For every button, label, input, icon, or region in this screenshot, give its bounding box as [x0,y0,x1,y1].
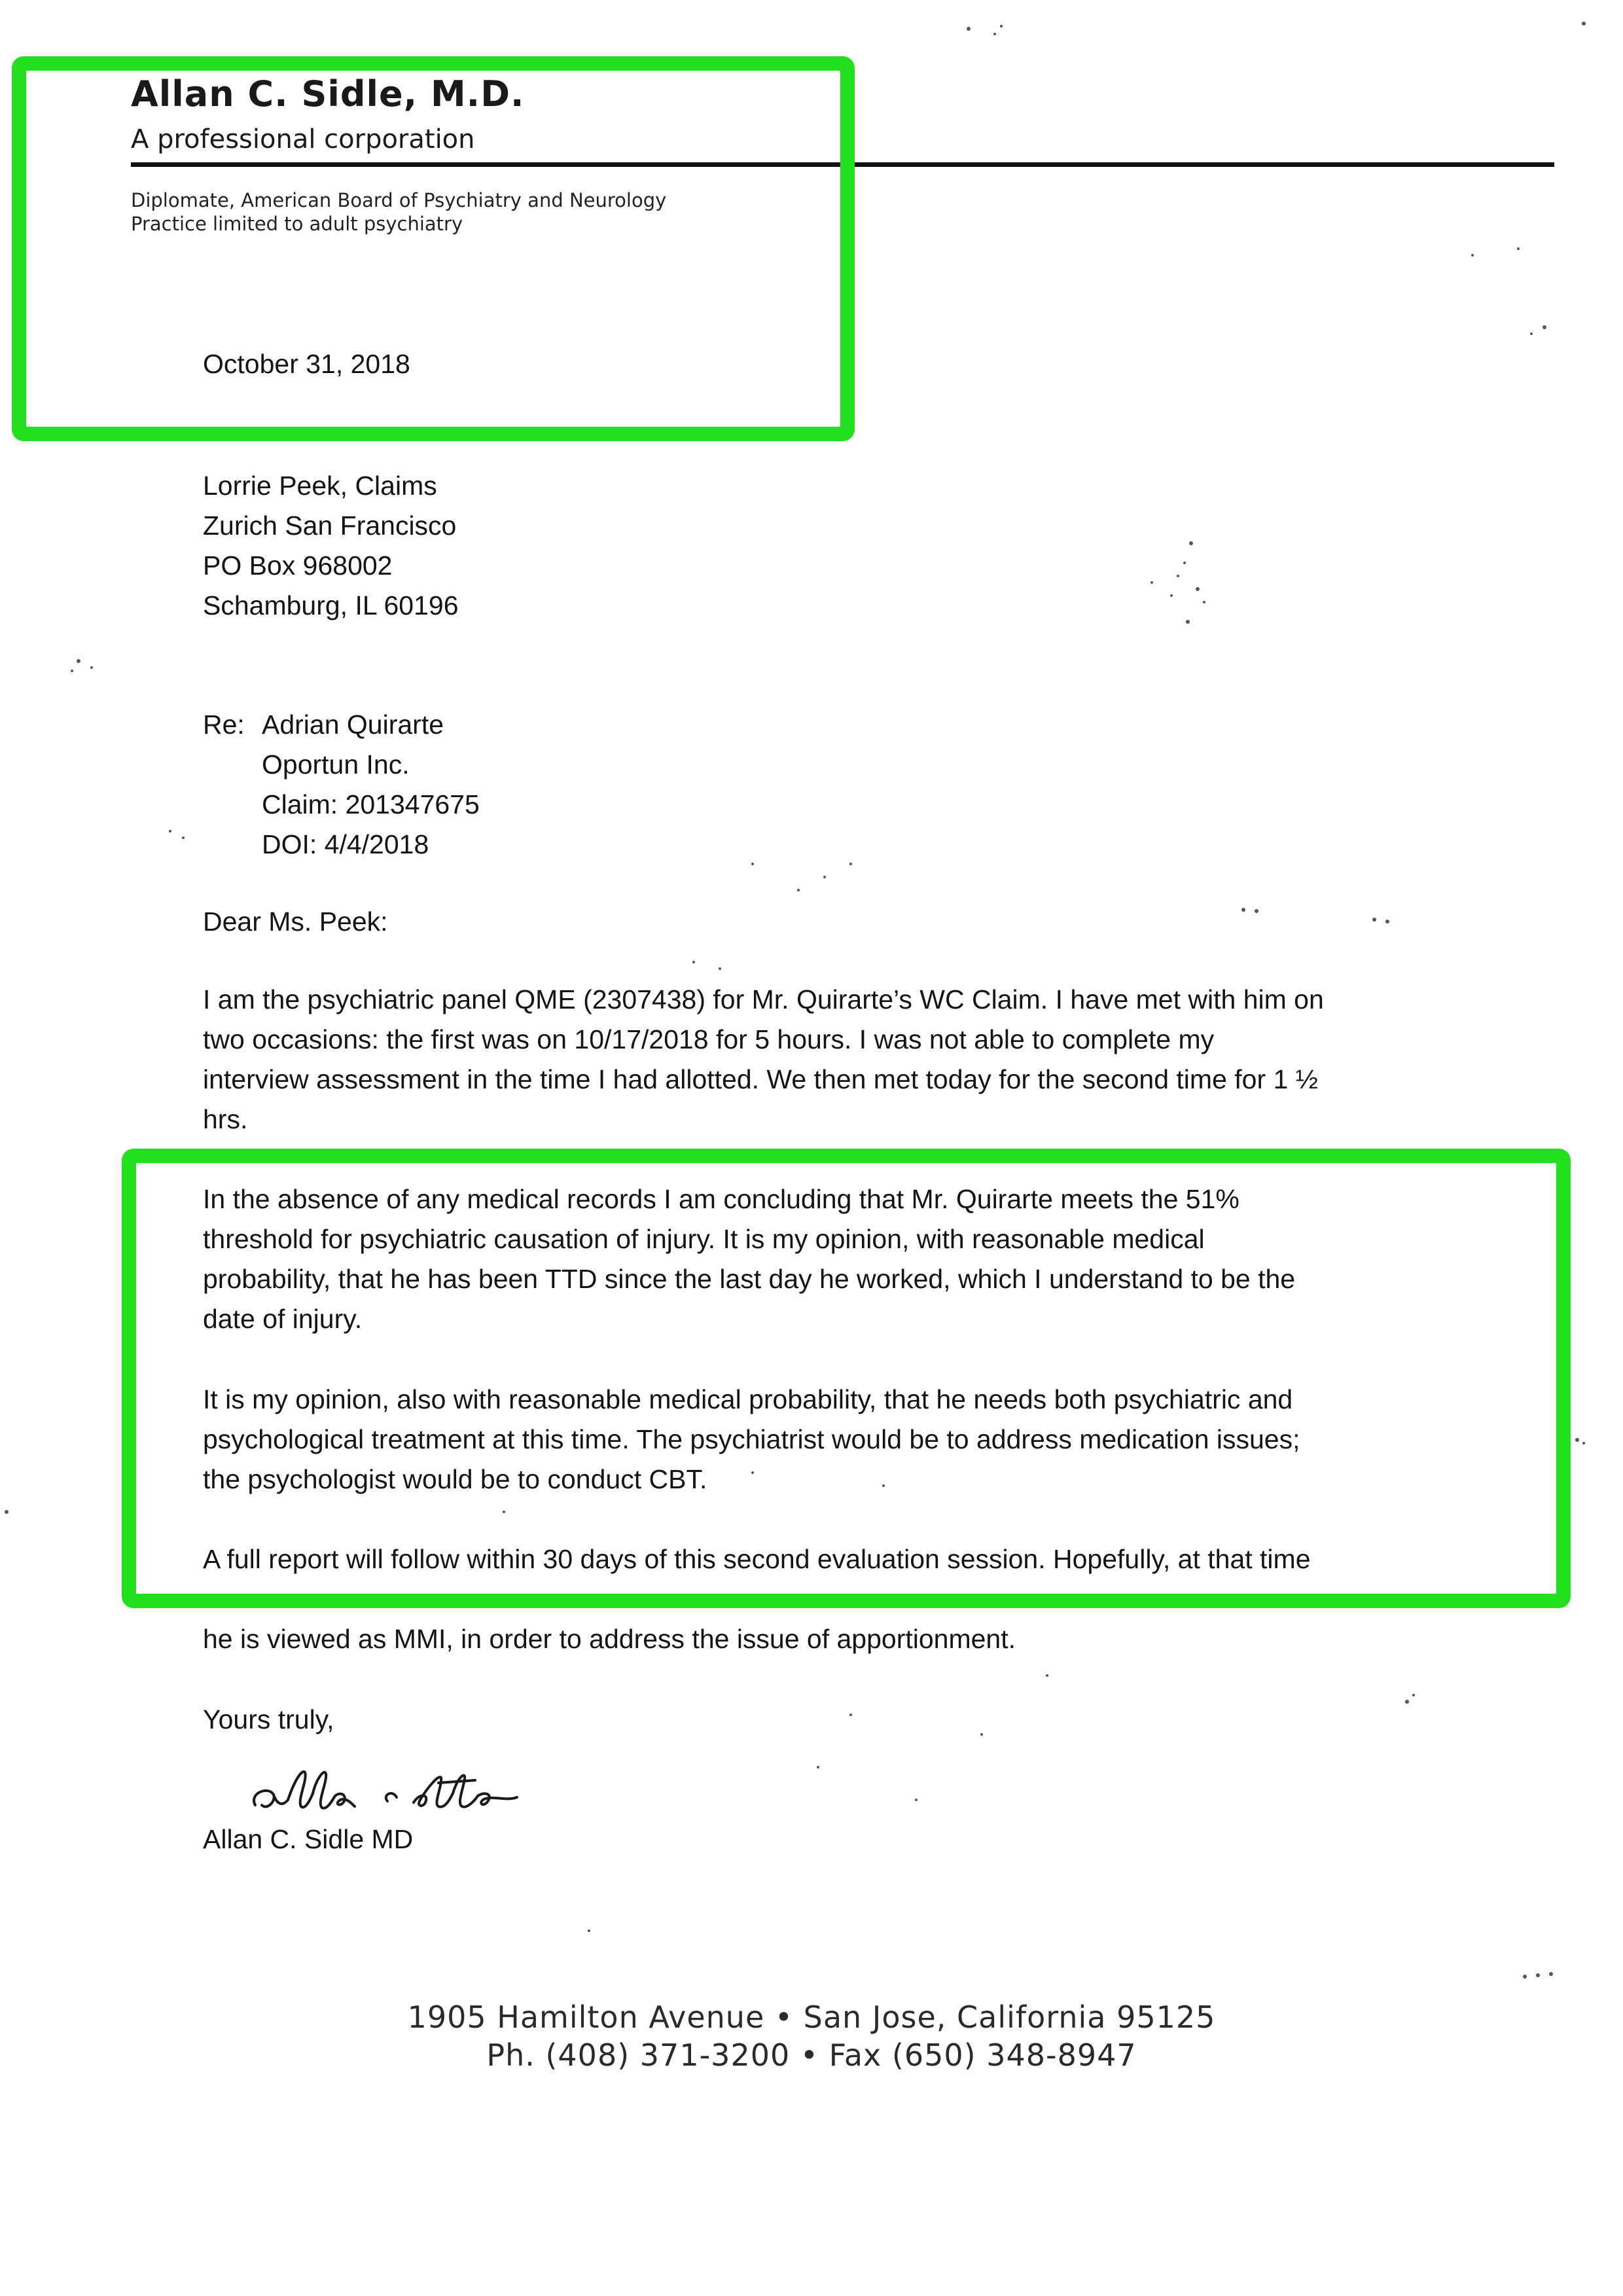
re-label: Re: [203,709,245,740]
paragraph-line: In the absence of any medical records I am concluding that Mr. Quirarte meets the 51% [203,1184,1240,1214]
paragraph-line: It is my opinion, also with reasonable medical probability, that he needs both psychiatric and [203,1384,1293,1414]
recipient-address [203,466,459,626]
salutation: Dear Ms. Peek: [203,906,388,937]
re-details [262,705,480,865]
paragraph-1 [203,980,1324,1139]
re-patient-name: Adrian Quirarte [262,709,444,740]
paragraph-4-line-2: he is viewed as MMI, in order to address the issue of apportionment. [203,1624,1016,1654]
highlight-box-findings [122,1149,1571,1608]
recipient-line: Zurich San Francisco [203,511,457,541]
recipient-line: PO Box 968002 [203,550,393,581]
closing: Yours truly, [203,1704,334,1734]
footer-phone-fax: Ph. (408) 371-3200 • Fax (650) 348-8947 [486,2037,1137,2073]
re-claim-number: Claim: 201347675 [262,789,480,819]
practice-line: Practice limited to adult psychiatry [131,213,463,235]
letter-date: October 31, 2018 [203,349,410,379]
re-date-of-injury: DOI: 4/4/2018 [262,829,429,859]
paragraph-line: date of injury. [203,1304,363,1334]
paragraph-line: probability, that he has been TTD since the last day he worked, which I understand to be the [203,1264,1296,1294]
paragraph-line: the psychologist would be to conduct CBT. [203,1464,707,1494]
paragraph-line: threshold for psychiatric causation of injury. It is my opinion, with reasonable medical [203,1224,1205,1254]
highlight-box-letterhead [12,56,855,441]
signature-image [242,1754,543,1826]
letterhead-name: Allan C. Sidle, M.D. [131,73,525,115]
paragraph-line: hrs. [203,1104,248,1134]
footer-address: 1905 Hamilton Avenue • San Jose, California 95125 [407,2000,1216,2035]
letterhead-corporation: A professional corporation [131,124,475,154]
re-employer: Oportun Inc. [262,749,410,780]
paragraph-line: interview assessment in the time I had allotted. We then met today for the second time for 1 ½ [203,1064,1318,1094]
recipient-line: Lorrie Peek, Claims [203,471,437,501]
diplomate-line: Diplomate, American Board of Psychiatry and Neurology [131,189,667,211]
paragraph-4-line-1: A full report will follow within 30 days of this second evaluation session. Hopefully, at that time [203,1544,1311,1574]
paragraph-line: I am the psychiatric panel QME (2307438) for Mr. Quirarte’s WC Claim. I have met with him on [203,984,1324,1014]
recipient-line: Schamburg, IL 60196 [203,590,459,620]
paragraph-line: psychological treatment at this time. The psychiatrist would be to address medication issues; [203,1424,1300,1454]
paragraph-line: two occasions: the first was on 10/17/2018 for 5 hours. I was not able to complete my [203,1024,1215,1054]
signer-name: Allan C. Sidle MD [203,1824,414,1854]
